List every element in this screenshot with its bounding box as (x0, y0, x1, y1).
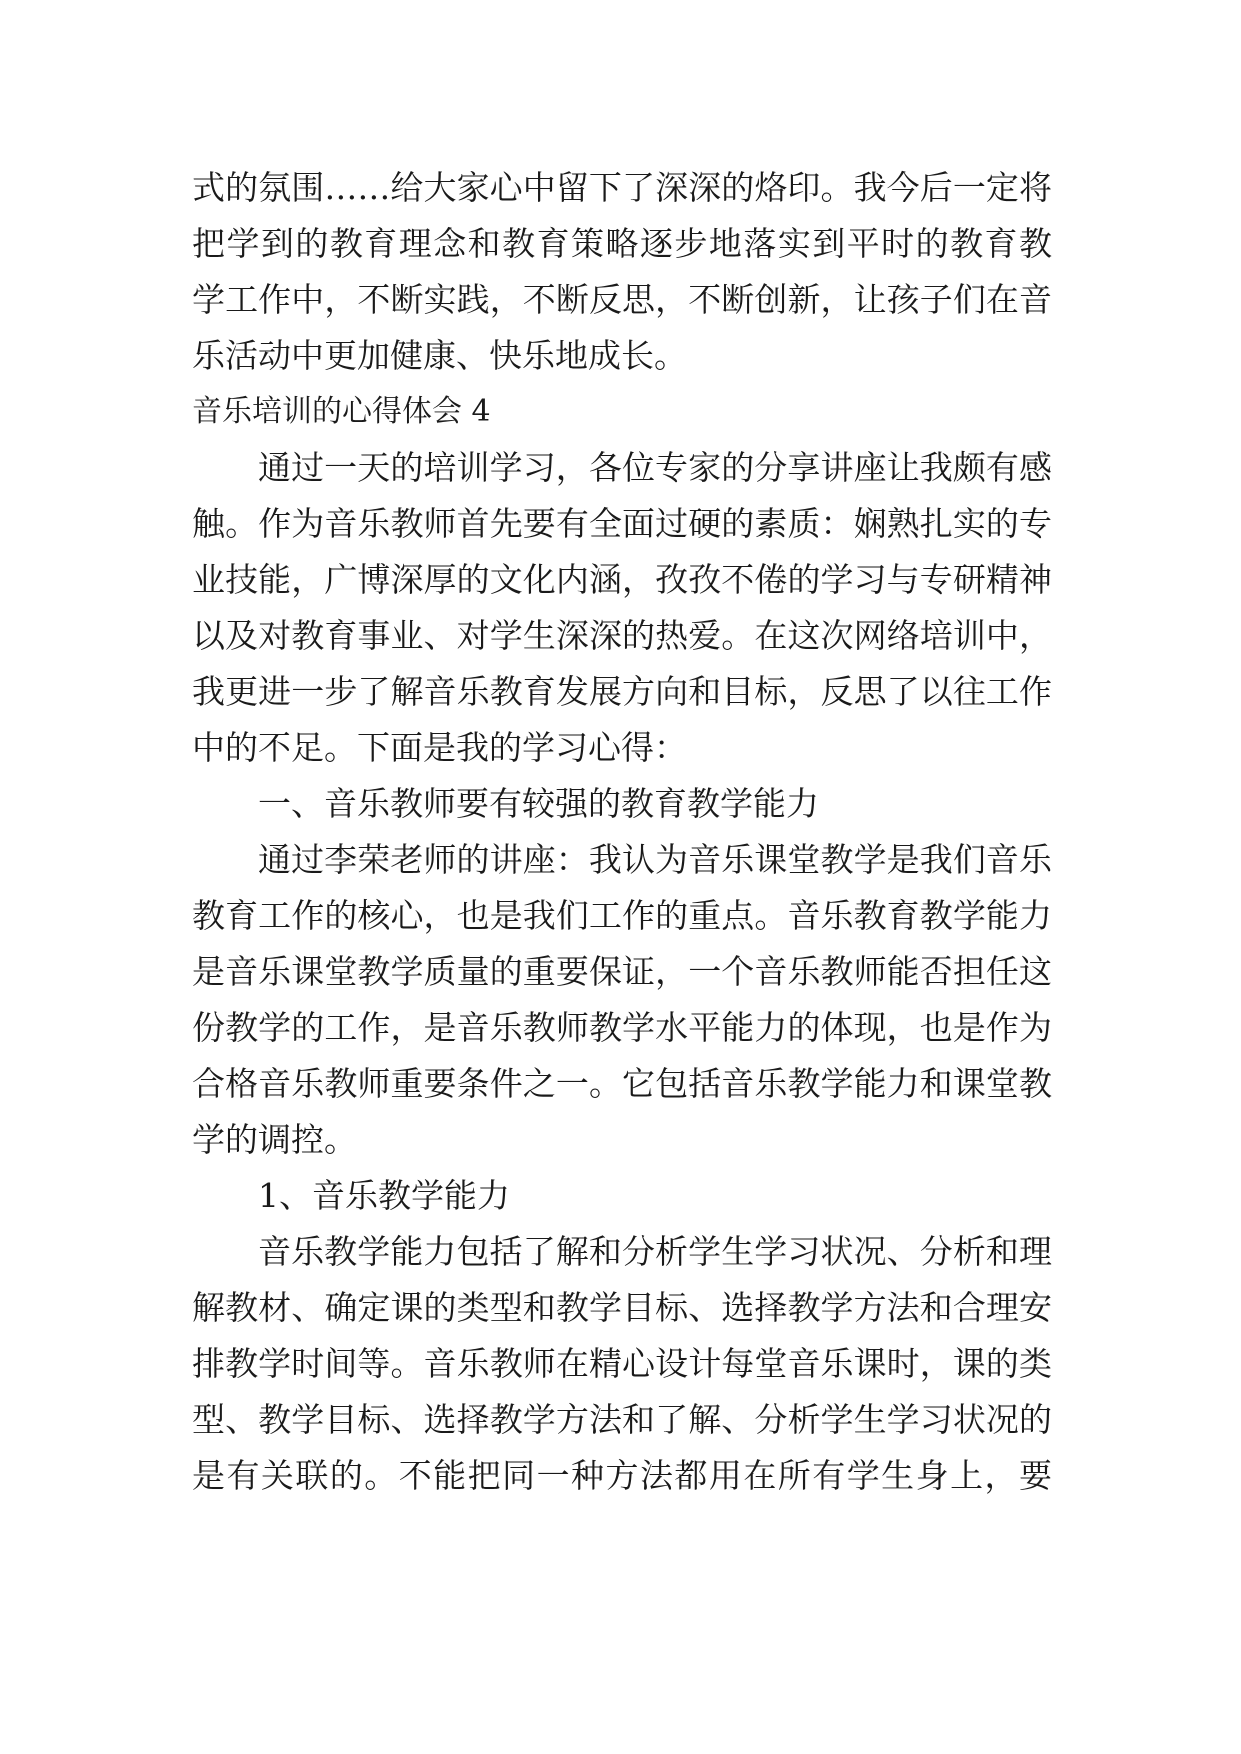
text-line: 式的氛围……给大家心中留下了深深的烙印。我今后一定将 (192, 168, 1052, 207)
text-line: 解教材、确定课的类型和教学目标、选择教学方法和合理安 (192, 1288, 1052, 1327)
text-line: 触。作为音乐教师首先要有全面过硬的素质：娴熟扎实的专 (192, 504, 1052, 543)
text-line: 排教学时间等。音乐教师在精心设计每堂音乐课时，课的类 (192, 1344, 1052, 1383)
text-line: 把学到的教育理念和教育策略逐步地落实到平时的教育教 (192, 224, 1052, 263)
text-line: 是音乐课堂教学质量的重要保证，一个音乐教师能否担任这 (192, 952, 1052, 991)
text-line: 型、教学目标、选择教学方法和了解、分析学生学习状况的 (192, 1400, 1052, 1439)
section-title: 音乐培训的心得体会 4 (192, 394, 491, 429)
text-line: 业技能，广博深厚的文化内涵，孜孜不倦的学习与专研精神 (192, 560, 1052, 599)
text-line: 中的不足。下面是我的学习心得： (192, 728, 687, 767)
text-line: 我更进一步了解音乐教育发展方向和目标，反思了以往工作 (192, 672, 1052, 711)
text-line: 教育工作的核心，也是我们工作的重点。音乐教育教学能力 (192, 896, 1052, 935)
text-line: 是有关联的。不能把同一种方法都用在所有学生身上，要 (192, 1456, 1052, 1495)
text-line: 学的调控。 (192, 1120, 357, 1159)
subheading: 1、音乐教学能力 (258, 1176, 510, 1215)
text-line: 学工作中，不断实践，不断反思，不断创新，让孩子们在音 (192, 280, 1052, 319)
text-line: 通过李荣老师的讲座：我认为音乐课堂教学是我们音乐 (258, 840, 1052, 879)
text-line: 音乐教学能力包括了解和分析学生学习状况、分析和理 (258, 1232, 1052, 1271)
text-line: 份教学的工作，是音乐教师教学水平能力的体现，也是作为 (192, 1008, 1052, 1047)
heading: 一、音乐教师要有较强的教育教学能力 (258, 784, 819, 823)
text-line: 通过一天的培训学习，各位专家的分享讲座让我颇有感 (258, 448, 1052, 487)
text-line: 乐活动中更加健康、快乐地成长。 (192, 336, 687, 375)
text-line: 以及对教育事业、对学生深深的热爱。在这次网络培训中， (192, 616, 1052, 655)
text-line: 合格音乐教师重要条件之一。它包括音乐教学能力和课堂教 (192, 1064, 1052, 1103)
